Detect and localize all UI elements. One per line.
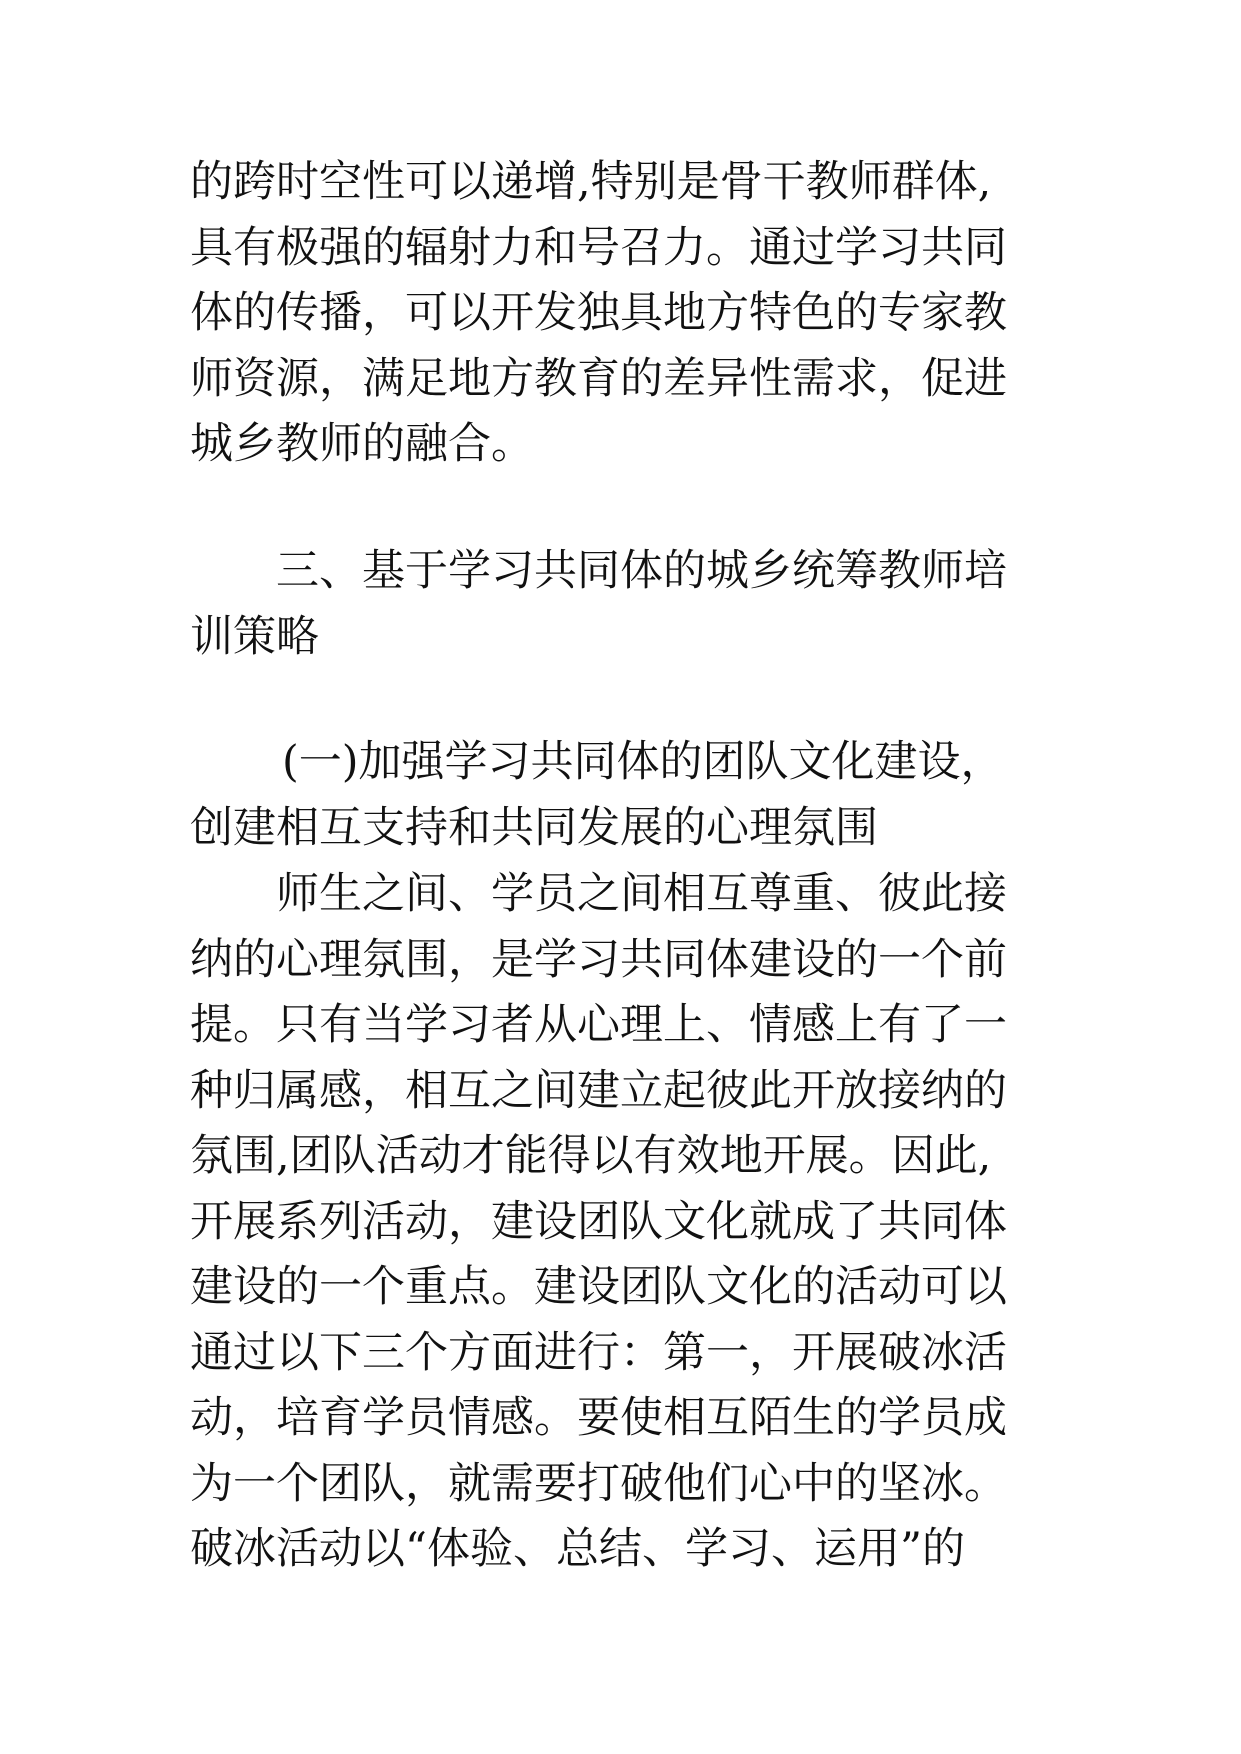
- paragraph-line: 体的传播，可以开发独具地方特色的专家教: [190, 288, 1007, 338]
- paragraph-line: 的跨时空性可以递增,特别是骨干教师群体,: [190, 157, 992, 207]
- subsection-heading: [190, 730, 1090, 861]
- paragraph-line: 氛围,团队活动才能得以有效地开展。因此,: [190, 1131, 992, 1181]
- heading-line: 训策略: [190, 611, 319, 662]
- section-heading: [190, 539, 1090, 670]
- paragraph-line: 种归属感，相互之间建立起彼此开放接纳的: [190, 1065, 1007, 1116]
- paragraph-line: 为一个团队，就需要打破他们心中的坚冰。: [190, 1458, 1007, 1509]
- paragraph-line: 通过以下三个方面进行：第一，开展破冰活: [190, 1327, 1007, 1378]
- paragraph-line: 师生之间、学员之间相互尊重、彼此接: [276, 869, 1007, 919]
- paragraph-1: [190, 150, 1090, 478]
- paragraph-line: 城乡教师的融合。: [190, 419, 534, 469]
- paragraph-2: [190, 862, 1090, 1583]
- paragraph-line: 提。只有当学习者从心理上、情感上有了一: [190, 1000, 1007, 1050]
- paragraph-line: 师资源，满足地方教育的差异性需求，促进: [190, 353, 1007, 404]
- heading-line: (一)加强学习共同体的团队文化建设，: [282, 737, 1004, 787]
- paragraph-line: 具有极强的辐射力和号召力。通过学习共同: [190, 222, 1007, 273]
- paragraph-line: 破冰活动以“体验、总结、学习、运用”的: [190, 1524, 965, 1574]
- heading-line: 创建相互支持和共同发展的心理氛围: [190, 802, 878, 853]
- heading-line: 三、基于学习共同体的城乡统筹教师培: [276, 546, 1007, 596]
- paragraph-line: 建设的一个重点。建设团队文化的活动可以: [190, 1262, 1007, 1312]
- paragraph-line: 开展系列活动，建设团队文化就成了共同体: [190, 1196, 1007, 1247]
- paragraph-line: 纳的心理氛围，是学习共同体建设的一个前: [190, 934, 1007, 985]
- paragraph-line: 动，培育学员情感。要使相互陌生的学员成: [190, 1393, 1007, 1443]
